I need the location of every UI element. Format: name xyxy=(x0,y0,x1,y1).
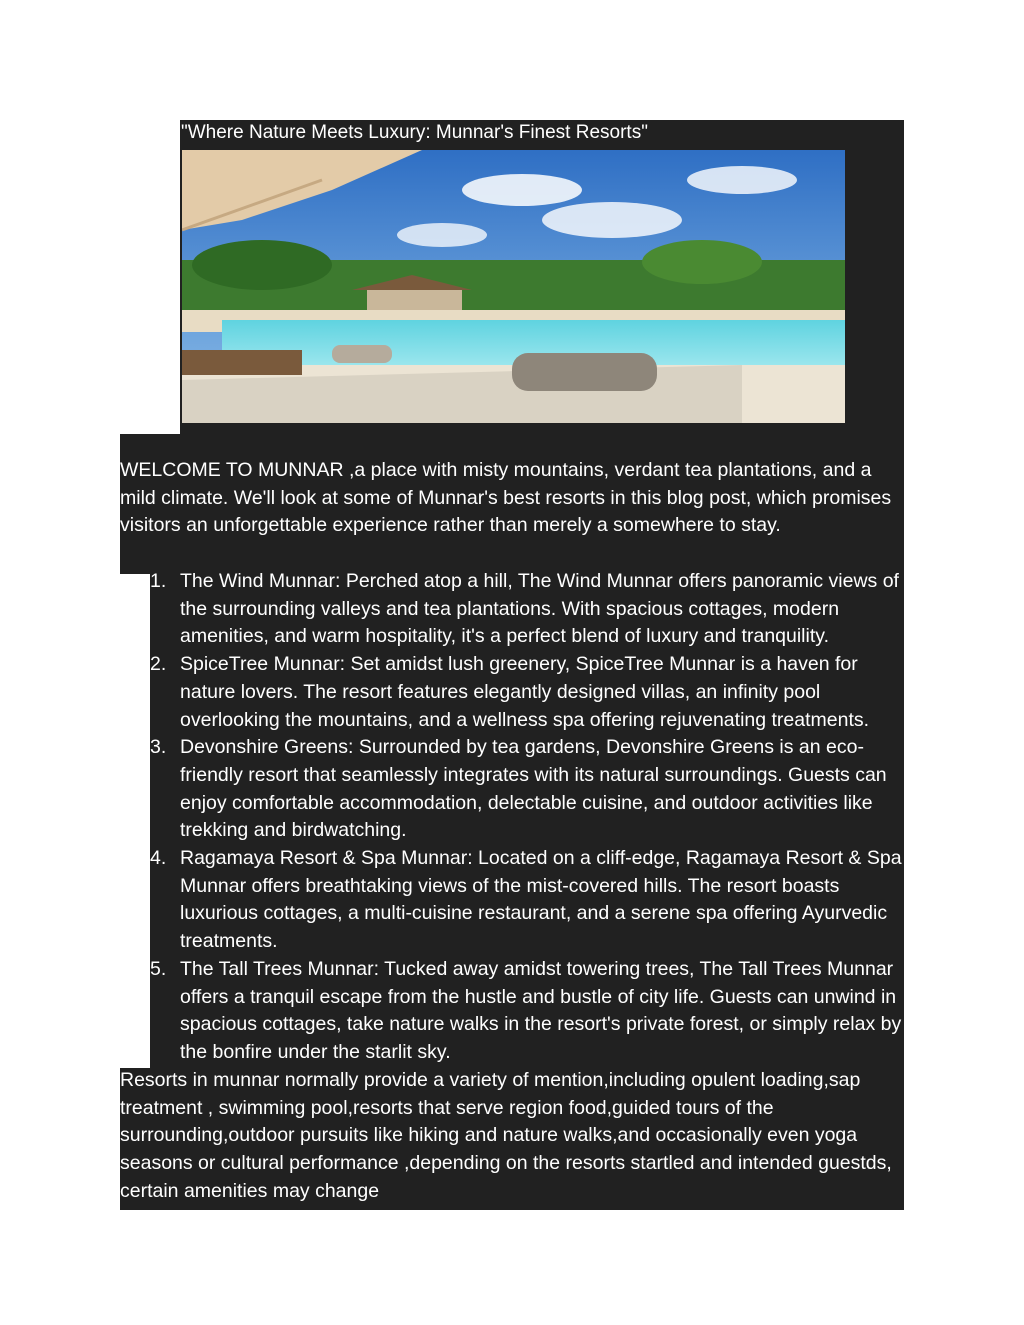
list-item-text: Devonshire Greens: Surrounded by tea gardens, Devonshire Greens is an eco-friendly resort that seamlessly integrates with its natural surroundings. Guests can enjoy comfortable accommodation, delectable cuisine, and outdoor activities like trekking and birdwatching. xyxy=(180,736,887,842)
closing-paragraph: Resorts in munnar normally provide a variety of mention,including opulent loading,sap treatment , swimming pool,resorts that serve region food,guided tours of the surrounding,outdoor pursuits like hiking and nature walks,and occasionally even yoga seasons or cultural performance ,depending on the resorts startled and intended guestds, certain amenities may change xyxy=(120,1069,892,1202)
list-item xyxy=(150,956,904,1067)
list-item-text: Ragamaya Resort & Spa Munnar: Located on a cliff-edge, Ragamaya Resort & Spa Munnar offers breathtaking views of the mist-covered hills. The resort boasts luxurious cottages, a multi-cuisine restaurant, and a serene spa offering Ayurvedic treatments. xyxy=(180,847,902,953)
list-item-text: The Wind Munnar: Perched atop a hill, The Wind Munnar offers panoramic views of the surrounding valleys and tea plantations. With spacious cottages, modern amenities, and warm hospitality, it's a perfect blend of luxury and tranquility. xyxy=(180,570,899,648)
list-item-number: 4. xyxy=(150,847,167,870)
list-item-text: SpiceTree Munnar: Set amidst lush greenery, SpiceTree Munnar is a haven for nature lovers. The resort features elegantly designed villas, an infinity pool overlooking the mountains, and a wellness spa offering rejuvenating treatments. xyxy=(180,653,870,731)
list-item xyxy=(150,845,904,956)
list-item-text: The Tall Trees Munnar: Tucked away amidst towering trees, The Tall Trees Munnar offers a tranquil escape from the hustle and bustle of city life. Guests can unwind in spacious cottages, take nature walks in the resort's private forest, or simply relax by the bonfire under the starlit sky. xyxy=(180,957,902,1063)
list-item-number: 3. xyxy=(150,736,167,759)
list-item xyxy=(150,651,904,734)
resort-list xyxy=(150,568,904,1067)
resort-pool-photo xyxy=(182,150,845,423)
list-item-number: 1. xyxy=(150,570,167,592)
intro-paragraph: WELCOME TO MUNNAR ,a place with misty mountains, verdant tea plantations, and a mild climate. We'll look at some of Munnar's best resorts in this blog post, which promises visitors an unforgettable experience rather than merely a somewhere to stay. xyxy=(120,459,892,537)
list-item xyxy=(150,568,904,651)
page-title: "Where Nature Meets Luxury: Munnar's Finest Resorts" xyxy=(181,122,648,143)
list-item-number: 2. xyxy=(150,653,167,676)
list-item xyxy=(150,734,904,845)
list-item-number: 5. xyxy=(150,957,167,980)
